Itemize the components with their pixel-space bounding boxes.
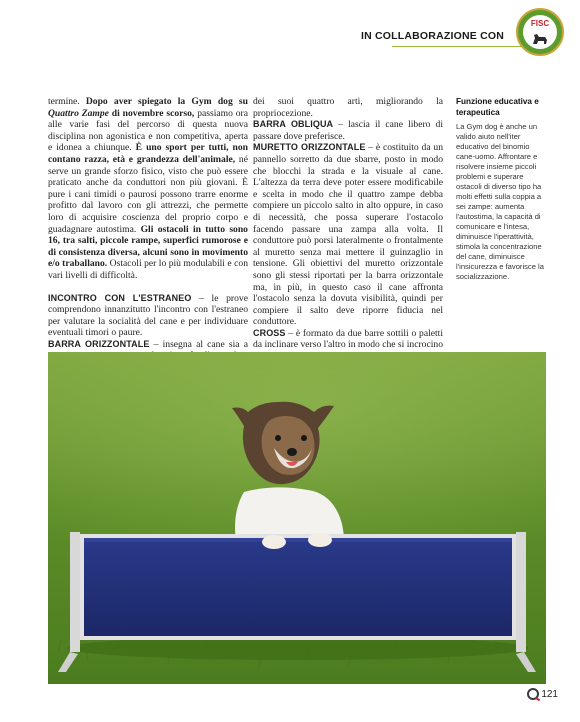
magazine-title: Quattro Zampe — [48, 107, 109, 119]
page-number: 121 — [541, 688, 558, 700]
subheading-barra-orizzontale: BARRA ORIZZONTALE — [48, 338, 150, 349]
paragraph-muretto — [253, 142, 443, 328]
photo-illustration — [48, 352, 546, 684]
text-run: passiamo ora alle varie fasi del percorso di questa nuova disciplina non agonistica e non competitiva, aperta e idonea a chiunque. — [48, 107, 248, 154]
paragraph-intro — [48, 96, 248, 282]
subheading-muretto: MURETTO ORIZZONTALE — [253, 142, 366, 153]
text-column-1 — [48, 96, 248, 374]
text-run-bold: di novembre scorso, — [108, 107, 195, 119]
subheading-cross: CROSS — [253, 327, 286, 338]
page-footer — [527, 688, 558, 700]
sidebar-body: La Gym dog è anche un valido aiuto nell'iter educativo del binomio cane-uomo. Affrontare e risolvere insieme piccoli problemi e superare ostacoli di diverso tipo ha molti effetti sulla coppia a sei zampe: aumenta l'autostima, la capacità di comunicare e l'intesa, diminuisce l'iperattività, stimola la concentrazione del cane, diminuisce l'insicurezza e favorisce la socializzazione. — [456, 122, 544, 281]
sidebar-box — [456, 97, 544, 282]
subheading-incontro: INCONTRO CON L'ESTRANEO — [48, 292, 192, 303]
fisc-logo — [516, 8, 564, 56]
text-run: – è costituito da un pannello sorretto da due sbarre, posto in modo che blocchi la strada e la visuale al cane. L'altezza da terra deve poter essere modificabile e scelta in modo che il quattro zampe debba compiere un piccolo salto in alto oppure, in caso di necessità, che possa superare l'ostacolo facendo passare una zampa alla volta. Il conduttore può porsi lateralmente o frontalmente al muretto senza mai mettere il guinzaglio in tensione. Gli obiettivi del muretto orizzontale sono gli stessi riportati per la barra orizzontale ma, in più, in questo caso il cane affronta l'ostacolo senza la dovuta visibilità, quindi per compiere il salto deve riporre fiducia nel conduttore. — [253, 142, 443, 328]
dog-jumping-photo — [48, 352, 546, 684]
paragraph-continuation: dei suoi quattro arti, migliorando la propriocezione. — [253, 96, 443, 119]
text-run-bold: Dopo aver spiegato la Gym dog su — [85, 96, 248, 107]
paragraph-incontro — [48, 293, 248, 339]
subheading-barra-obliqua: BARRA OBLIQUA — [253, 119, 334, 130]
text-run: termine. — [48, 96, 86, 107]
text-run: né serve un grande sforzo fisico, visto che può essere praticato anche da conduttori non più giovani. È pure i cani timidi o paurosi possono trarre enorme profitto dal lavoro con gli attrezzi, che permette loro di acquisire coscienza del proprio corpo e guadagnare autostima. — [48, 153, 248, 235]
text-run-bold: È uno sport per tutti, non contano razza, età e grandezza dell'animale, — [48, 142, 249, 165]
paragraph-barra-obliqua — [253, 119, 443, 142]
magazine-logo-icon — [527, 688, 539, 700]
sidebar-title: Funzione educativa e terapeutica — [456, 97, 539, 117]
text-run-bold: Gli ostacoli in tutto sono 16, tra salti, piccole rampe, superfici rumorose e di consistenza diversa, alcuni sono in movimento e/o traballano. — [48, 223, 248, 270]
text-run: Ostacoli per lo più modulabili e con vari livelli di difficoltà. — [48, 258, 248, 281]
logo-text: FISC — [530, 19, 550, 28]
header-rule — [392, 46, 522, 47]
text-run: – lascia il cane libero di passare dove preferisce. — [253, 119, 443, 142]
text-run: – è formato da due barre sottili o paletti da inclinare verso l'altro in modo che si incrocino — [253, 327, 443, 351]
text-run: – le prove comprendono innanzitutto l'incontro con l'estraneo per valutare la socialità del cane e per individuare eventuali timori o paure. — [48, 292, 248, 339]
dog-silhouette-icon — [531, 32, 549, 46]
section-label: IN COLLABORAZIONE CON — [360, 30, 504, 42]
text-run: – insegna al cane sia a — [153, 338, 248, 350]
